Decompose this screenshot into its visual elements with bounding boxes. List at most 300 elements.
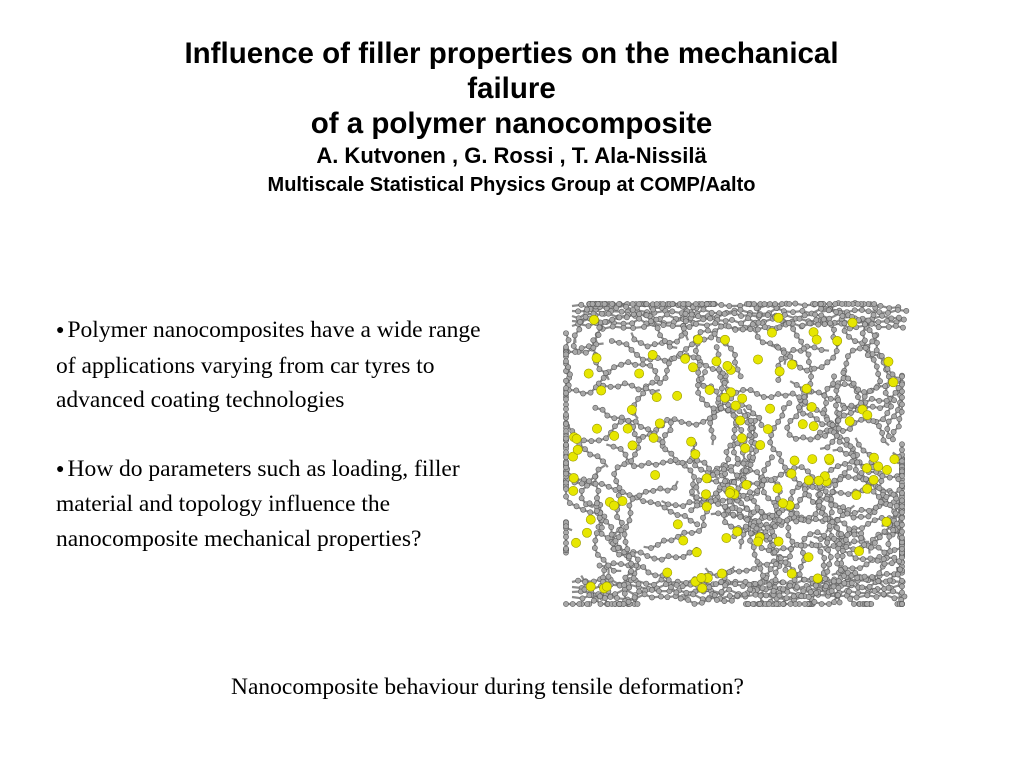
polymer-bead <box>825 445 830 450</box>
polymer-bead <box>837 541 842 546</box>
polymer-bead <box>884 398 889 403</box>
polymer-bead <box>699 600 704 605</box>
polymer-bead <box>879 313 884 318</box>
polymer-bead <box>638 550 643 555</box>
polymer-bead <box>635 601 640 606</box>
polymer-bead <box>748 387 753 392</box>
polymer-bead <box>836 418 841 423</box>
polymer-bead <box>852 308 857 313</box>
filler-particle <box>802 384 811 393</box>
polymer-bead <box>732 311 737 316</box>
polymer-bead <box>608 384 613 389</box>
filler-particle <box>586 582 595 591</box>
polymer-bead <box>631 325 636 330</box>
filler-particle <box>804 553 813 562</box>
polymer-bead <box>587 593 592 598</box>
polymer-bead <box>651 307 656 312</box>
polymer-bead <box>623 575 628 580</box>
polymer-bead <box>595 552 600 557</box>
polymer-bead <box>826 601 831 606</box>
polymer-bead <box>695 522 700 527</box>
polymer-beads <box>563 300 909 606</box>
polymer-bead <box>799 517 804 522</box>
polymer-bead <box>691 474 696 479</box>
polymer-bead <box>602 595 607 600</box>
polymer-bead <box>701 307 706 312</box>
polymer-bead <box>886 324 891 329</box>
polymer-bead <box>621 325 626 330</box>
title-line-3: of a polymer nanocomposite <box>310 107 713 140</box>
polymer-bead <box>801 588 806 593</box>
polymer-bead <box>658 486 663 491</box>
filler-particle <box>804 476 813 485</box>
filler-particle <box>863 484 872 493</box>
polymer-bead <box>885 410 890 415</box>
polymer-bead <box>632 452 637 457</box>
polymer-bead <box>804 368 809 373</box>
polymer-bead <box>893 511 898 516</box>
polymer-bead <box>563 487 568 492</box>
filler-particle <box>573 445 582 454</box>
polymer-bead <box>838 490 843 495</box>
polymer-bead <box>660 301 665 306</box>
polymer-bead <box>835 553 840 558</box>
polymer-bead <box>563 406 568 411</box>
filler-particle <box>814 476 823 485</box>
polymer-bead <box>876 579 881 584</box>
polymer-bead <box>599 481 604 486</box>
polymer-bead <box>839 301 844 306</box>
polymer-bead <box>761 490 766 495</box>
polymer-bead <box>757 415 762 420</box>
polymer-bead <box>841 413 846 418</box>
polymer-bead <box>670 301 675 306</box>
polymer-bead <box>768 567 773 572</box>
polymer-bead <box>645 344 650 349</box>
polymer-bead <box>885 426 890 431</box>
polymer-bead <box>830 422 835 427</box>
polymer-bead <box>695 383 700 388</box>
polymer-bead <box>876 545 881 550</box>
polymer-bead <box>844 437 849 442</box>
polymer-bead <box>731 435 736 440</box>
polymer-bead <box>852 510 857 515</box>
polymer-bead <box>718 406 723 411</box>
polymer-bead <box>846 492 851 497</box>
polymer-bead <box>668 420 673 425</box>
polymer-bead <box>705 328 710 333</box>
polymer-bead <box>716 352 721 357</box>
filler-particle <box>854 547 863 556</box>
polymer-bead <box>827 316 832 321</box>
polymer-bead <box>571 343 576 348</box>
polymer-bead <box>786 533 791 538</box>
polymer-bead <box>862 574 867 579</box>
polymer-bead <box>581 507 586 512</box>
filler-particle <box>648 350 657 359</box>
filler-particle <box>702 502 711 511</box>
filler-particle <box>712 357 721 366</box>
polymer-bead <box>641 499 646 504</box>
polymer-bead <box>641 564 646 569</box>
filler-particle <box>627 405 636 414</box>
polymer-bead <box>687 324 692 329</box>
polymer-bead <box>840 553 845 558</box>
filler-particle <box>691 450 700 459</box>
polymer-bead <box>577 319 582 324</box>
polymer-bead <box>641 391 646 396</box>
polymer-bead <box>760 483 765 488</box>
polymer-bead <box>713 581 718 586</box>
polymer-bead <box>563 442 568 447</box>
polymer-bead <box>646 570 651 575</box>
polymer-bead <box>611 561 616 566</box>
filler-particle <box>720 393 729 402</box>
polymer-bead <box>887 578 892 583</box>
polymer-bead <box>654 301 659 306</box>
polymer-bead <box>808 437 813 442</box>
filler-particle <box>717 569 726 578</box>
polymer-bead <box>738 307 743 312</box>
polymer-bead <box>755 559 760 564</box>
polymer-bead <box>706 466 711 471</box>
polymer-bead <box>563 386 568 391</box>
polymer-bead <box>728 443 733 448</box>
polymer-bead <box>741 387 746 392</box>
polymer-bead <box>899 395 904 400</box>
polymer-bead <box>899 535 904 540</box>
polymer-bead <box>668 428 673 433</box>
polymer-bead <box>688 518 693 523</box>
polymer-bead <box>679 419 684 424</box>
polymer-bead <box>586 479 591 484</box>
polymer-bead <box>735 456 740 461</box>
polymer-bead <box>871 312 876 317</box>
filler-particle <box>589 315 598 324</box>
polymer-bead <box>847 426 852 431</box>
polymer-bead <box>865 353 870 358</box>
polymer-bead <box>846 334 851 339</box>
polymer-bead <box>754 526 759 531</box>
filler-particle <box>720 335 729 344</box>
polymer-bead <box>649 595 654 600</box>
polymer-bead <box>631 576 636 581</box>
polymer-bead <box>847 527 852 532</box>
polymer-bead <box>899 389 904 394</box>
polymer-bead <box>699 397 704 402</box>
filler-particle <box>584 369 593 378</box>
polymer-bead <box>721 512 726 517</box>
polymer-bead <box>877 398 882 403</box>
polymer-bead <box>866 508 871 513</box>
polymer-bead <box>834 525 839 530</box>
polymer-bead <box>629 458 634 463</box>
polymer-bead <box>862 542 867 547</box>
polymer-bead <box>739 321 744 326</box>
polymer-bead <box>814 317 819 322</box>
polymer-bead <box>605 413 610 418</box>
polymer-bead <box>875 558 880 563</box>
polymer-bead <box>899 382 904 387</box>
polymer-bead <box>615 384 620 389</box>
polymer-bead <box>813 511 818 516</box>
polymer-bead <box>893 323 898 328</box>
filler-particle <box>569 486 578 495</box>
polymer-bead <box>837 600 842 605</box>
polymer-bead <box>655 501 660 506</box>
polymer-bead <box>694 495 699 500</box>
polymer-bead <box>860 585 865 590</box>
polymer-bead <box>626 418 631 423</box>
polymer-bead <box>768 341 773 346</box>
polymer-bead <box>750 601 755 606</box>
polymer-bead <box>740 583 745 588</box>
filler-particle <box>722 533 731 542</box>
polymer-bead <box>747 490 752 495</box>
polymer-bead <box>785 518 790 523</box>
polymer-bead <box>764 593 769 598</box>
bullet-dot-icon: ● <box>56 323 65 338</box>
polymer-bead <box>693 301 698 306</box>
polymer-bead <box>692 463 697 468</box>
polymer-bead <box>730 506 735 511</box>
polymer-bead <box>856 387 861 392</box>
polymer-bead <box>617 340 622 345</box>
polymer-bead <box>563 494 568 499</box>
polymer-bead <box>842 461 847 466</box>
polymer-bead <box>714 597 719 602</box>
polymer-bead <box>655 326 660 331</box>
polymer-bead <box>845 532 850 537</box>
polymer-bead <box>762 301 767 306</box>
polymer-bead <box>734 473 739 478</box>
polymer-bead <box>891 528 896 533</box>
filler-particle <box>767 328 776 337</box>
bullet-item-applications <box>56 313 496 418</box>
polymer-bead <box>822 433 827 438</box>
polymer-bead <box>874 594 879 599</box>
polymer-bead <box>819 347 824 352</box>
polymer-bead <box>603 370 608 375</box>
polymer-bead <box>872 301 877 306</box>
polymer-bead <box>788 601 793 606</box>
polymer-bead <box>891 492 896 497</box>
polymer-bead <box>879 353 884 358</box>
polymer-bead <box>666 554 671 559</box>
polymer-bead <box>818 301 823 306</box>
polymer-bead <box>727 587 732 592</box>
polymer-bead <box>645 553 650 558</box>
polymer-bead <box>883 390 888 395</box>
polymer-bead <box>821 563 826 568</box>
polymer-bead <box>648 363 653 368</box>
polymer-bead <box>636 301 641 306</box>
polymer-bead <box>899 483 904 488</box>
polymer-bead <box>616 301 621 306</box>
polymer-bead <box>623 304 628 309</box>
filler-particle <box>845 417 854 426</box>
polymer-bead <box>622 532 627 537</box>
polymer-bead <box>726 324 731 329</box>
polymer-bead <box>842 406 847 411</box>
polymer-bead <box>719 386 724 391</box>
polymer-bead <box>576 309 581 314</box>
polymer-bead <box>836 579 841 584</box>
polymer-bead <box>872 540 877 545</box>
polymer-bead <box>781 601 786 606</box>
polymer-bead <box>750 322 755 327</box>
polymer-bead <box>597 594 602 599</box>
filler-particle <box>742 480 751 489</box>
polymer-bead <box>813 301 818 306</box>
filler-particle <box>618 496 627 505</box>
polymer-bead <box>721 467 726 472</box>
polymer-bead <box>628 561 633 566</box>
polymer-bead <box>793 301 798 306</box>
polymer-bead <box>872 518 877 523</box>
polymer-bead <box>722 311 727 316</box>
polymer-bead <box>694 485 699 490</box>
polymer-bead <box>604 519 609 524</box>
polymer-bead <box>877 406 882 411</box>
polymer-bead <box>683 311 688 316</box>
polymer-bead <box>874 348 879 353</box>
polymer-bead <box>579 302 584 307</box>
polymer-bead <box>754 481 759 486</box>
polymer-bead <box>812 312 817 317</box>
polymer-bead <box>822 533 827 538</box>
polymer-bead <box>623 539 628 544</box>
polymer-bead <box>899 601 904 606</box>
polymer-bead <box>614 595 619 600</box>
filler-particle <box>773 484 782 493</box>
polymer-bead <box>713 321 718 326</box>
polymer-bead <box>563 524 568 529</box>
polymer-bead <box>831 327 836 332</box>
polymer-bead <box>781 546 786 551</box>
polymer-bead <box>563 429 568 434</box>
polymer-bead <box>802 601 807 606</box>
polymer-bead <box>563 352 568 357</box>
polymer-bead <box>897 567 902 572</box>
polymer-bead <box>772 550 777 555</box>
polymer-bead <box>865 593 870 598</box>
polymer-bead <box>687 550 692 555</box>
filler-particle <box>833 336 842 345</box>
polymer-bead <box>714 389 719 394</box>
polymer-bead <box>872 588 877 593</box>
polymer-bead <box>842 521 847 526</box>
filler-particle <box>737 434 746 443</box>
polymer-bead <box>698 329 703 334</box>
polymer-bead <box>765 525 770 530</box>
polymer-bead <box>883 384 888 389</box>
polymer-bead <box>895 307 900 312</box>
polymer-bead <box>631 464 636 469</box>
polymer-bead <box>686 421 691 426</box>
polymer-bead <box>606 484 611 489</box>
polymer-bead <box>870 352 875 357</box>
polymer-bead <box>788 546 793 551</box>
polymer-bead <box>860 331 865 336</box>
polymer-bead <box>800 323 805 328</box>
filler-particle <box>698 584 707 593</box>
polymer-bead <box>650 380 655 385</box>
polymer-bead <box>741 461 746 466</box>
polymer-bead <box>563 450 568 455</box>
polymer-bead <box>714 479 719 484</box>
polymer-bead <box>603 436 608 441</box>
polymer-bead <box>748 587 753 592</box>
polymer-bead <box>579 481 584 486</box>
polymer-bead <box>612 424 617 429</box>
polymer-bead <box>817 430 822 435</box>
polymer-bead <box>619 309 624 314</box>
polymer-bead <box>866 521 871 526</box>
polymer-bead <box>644 313 649 318</box>
filler-particle <box>890 455 899 464</box>
polymer-bead <box>594 531 599 536</box>
polymer-bead <box>823 584 828 589</box>
polymer-bead <box>692 601 697 606</box>
polymer-bead <box>673 457 678 462</box>
polymer-bead <box>707 416 712 421</box>
polymer-bead <box>876 423 881 428</box>
polymer-bead <box>617 315 622 320</box>
polymer-bead <box>824 496 829 501</box>
polymer-bead <box>814 590 819 595</box>
polymer-bead <box>637 493 642 498</box>
polymer-bead <box>622 591 627 596</box>
polymer-bead <box>899 590 904 595</box>
polymer-bead <box>852 539 857 544</box>
slide-header <box>0 36 1023 199</box>
polymer-bead <box>739 539 744 544</box>
polymer-bead <box>752 552 757 557</box>
polymer-bead <box>831 579 836 584</box>
polymer-bead <box>781 587 786 592</box>
polymer-bead <box>760 586 765 591</box>
polymer-bead <box>798 543 803 548</box>
polymer-bead <box>738 514 743 519</box>
polymer-bead <box>722 504 727 509</box>
polymer-bead <box>845 511 850 516</box>
polymer-bead <box>575 578 580 583</box>
polymer-bead <box>881 438 886 443</box>
polymer-bead <box>655 376 660 381</box>
polymer-bead <box>574 388 579 393</box>
polymer-bead <box>790 310 795 315</box>
polymer-bead <box>882 550 887 555</box>
polymer-bead <box>618 446 623 451</box>
polymer-bead <box>779 458 784 463</box>
polymer-bead <box>876 494 881 499</box>
polymer-bead <box>640 362 645 367</box>
polymer-bead <box>673 503 678 508</box>
polymer-bead <box>859 525 864 530</box>
polymer-bead <box>776 419 781 424</box>
polymer-bead <box>664 312 669 317</box>
polymer-bead <box>899 584 904 589</box>
polymer-bead <box>666 361 671 366</box>
polymer-bead <box>781 406 786 411</box>
polymer-bead <box>793 601 798 606</box>
polymer-bead <box>823 517 828 522</box>
polymer-bead <box>855 460 860 465</box>
polymer-bead <box>849 581 854 586</box>
polymer-bead <box>830 519 835 524</box>
filler-particle <box>692 548 701 557</box>
